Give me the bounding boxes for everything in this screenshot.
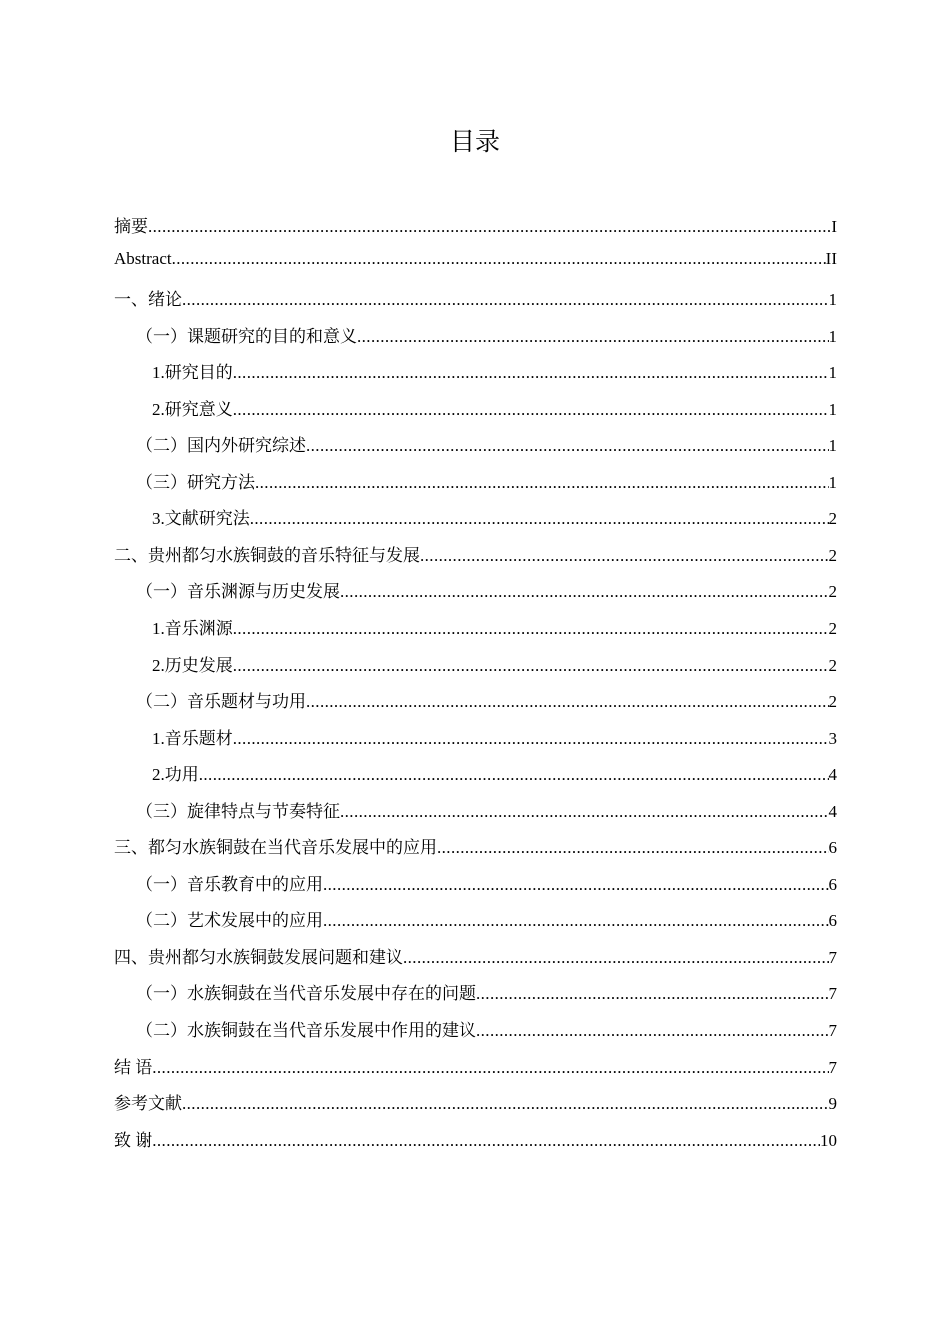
toc-entry-page: 6 <box>828 911 837 931</box>
toc-entry-page: 1 <box>828 326 837 346</box>
toc-entry-page: 9 <box>828 1094 837 1114</box>
toc-entry[interactable] <box>114 1089 837 1126</box>
toc-entry[interactable] <box>114 797 837 834</box>
toc-entry-label: 参考文献 <box>114 1094 182 1114</box>
dot-leader <box>233 619 829 639</box>
toc-entry-page: 1 <box>828 290 837 310</box>
dot-leader <box>233 400 829 420</box>
toc-entry-label: 2.功用 <box>152 765 199 785</box>
toc-entry[interactable] <box>114 468 837 505</box>
dot-leader <box>357 327 829 347</box>
dot-leader <box>250 509 829 529</box>
dot-leader <box>255 473 829 493</box>
toc-entry-label: （三）研究方法 <box>136 472 255 492</box>
toc-entry[interactable] <box>114 285 837 322</box>
dot-leader <box>182 1094 829 1114</box>
toc-entry-page: 1 <box>828 363 837 383</box>
dot-leader <box>152 1131 820 1151</box>
dot-leader <box>476 1021 829 1041</box>
toc-entry[interactable] <box>114 651 837 688</box>
toc-entry-page: 1 <box>828 472 837 492</box>
toc-entry-page: I <box>831 217 837 236</box>
toc-entry[interactable] <box>114 395 837 432</box>
toc-entry-label: 3.文献研究法 <box>152 509 250 529</box>
toc-entry-label: （一）音乐渊源与历史发展 <box>136 582 340 602</box>
toc-entry-page: 6 <box>828 874 837 894</box>
dot-leader <box>182 290 829 310</box>
toc-entry[interactable] <box>114 614 837 651</box>
dot-leader <box>233 656 829 676</box>
toc-entry-page: 2 <box>828 582 837 602</box>
toc-entry[interactable] <box>114 249 837 286</box>
toc-entry[interactable] <box>114 760 837 797</box>
dot-leader <box>323 875 829 895</box>
toc-entry-label: 结 语 <box>114 1057 153 1077</box>
toc-entry-page: 2 <box>828 545 837 565</box>
toc-entry-page: 1 <box>828 399 837 419</box>
toc-entry[interactable] <box>114 1053 837 1090</box>
dot-leader <box>340 802 829 822</box>
toc-entry-label: 2.历史发展 <box>152 655 233 675</box>
table-of-contents <box>114 212 837 1162</box>
dot-leader <box>172 249 826 269</box>
toc-entry-label: （二）艺术发展中的应用 <box>136 911 323 931</box>
toc-entry-page: 7 <box>828 947 837 967</box>
dot-leader <box>233 363 829 383</box>
toc-entry-label: （一）水族铜鼓在当代音乐发展中存在的问题 <box>136 984 476 1004</box>
toc-entry-page: 4 <box>828 801 837 821</box>
toc-entry-page: 2 <box>828 655 837 675</box>
toc-entry-label: 2.研究意义 <box>152 399 233 419</box>
toc-entry[interactable] <box>114 212 837 249</box>
toc-entry-label: 四、贵州都匀水族铜鼓发展问题和建议 <box>114 947 403 967</box>
toc-entry[interactable] <box>114 943 837 980</box>
toc-entry-label: 致 谢 <box>114 1130 153 1150</box>
toc-entry-label: （一）课题研究的目的和意义 <box>136 326 357 346</box>
dot-leader <box>306 692 829 712</box>
dot-leader <box>199 765 829 785</box>
toc-entry-label: （一）音乐教育中的应用 <box>136 874 323 894</box>
page-title: 目录 <box>449 127 500 156</box>
toc-entry-page: 10 <box>820 1130 837 1150</box>
toc-entry-page: 2 <box>828 619 837 639</box>
toc-entry-label: 1.研究目的 <box>152 363 233 383</box>
toc-entry-page: 2 <box>828 692 837 712</box>
toc-entry-page: 7 <box>828 1057 837 1077</box>
toc-entry-label: 二、贵州都匀水族铜鼓的音乐特征与发展 <box>114 545 420 565</box>
toc-entry[interactable] <box>114 1016 837 1053</box>
toc-entry[interactable] <box>114 687 837 724</box>
toc-entry-page: 6 <box>828 838 837 858</box>
toc-entry[interactable] <box>114 1126 837 1163</box>
dot-leader <box>340 582 829 602</box>
toc-entry-label: 一、绪论 <box>114 290 182 310</box>
toc-entry-label: （二）国内外研究综述 <box>136 436 306 456</box>
dot-leader <box>233 729 829 749</box>
toc-entry[interactable] <box>114 322 837 359</box>
toc-entry-label: （二）水族铜鼓在当代音乐发展中作用的建议 <box>136 1021 476 1041</box>
dot-leader <box>148 217 831 237</box>
toc-entry-page: 2 <box>828 509 837 529</box>
dot-leader <box>437 838 829 858</box>
toc-entry-page: II <box>825 248 837 268</box>
toc-entry[interactable] <box>114 979 837 1016</box>
toc-entry-page: 1 <box>828 436 837 456</box>
toc-entry[interactable] <box>114 870 837 907</box>
toc-entry-page: 7 <box>828 1021 837 1041</box>
toc-entry[interactable] <box>114 541 837 578</box>
toc-entry-label: 三、都匀水族铜鼓在当代音乐发展中的应用 <box>114 838 437 858</box>
dot-leader <box>420 546 829 566</box>
toc-entry[interactable] <box>114 906 837 943</box>
dot-leader <box>323 911 829 931</box>
toc-entry[interactable] <box>114 833 837 870</box>
dot-leader <box>152 1058 828 1078</box>
toc-entry-label: 摘要 <box>114 217 148 236</box>
toc-entry-label: 1.音乐渊源 <box>152 619 233 639</box>
toc-entry-label: （二）音乐题材与功用 <box>136 692 306 712</box>
toc-entry-page: 3 <box>828 728 837 748</box>
toc-entry[interactable] <box>114 724 837 761</box>
toc-entry[interactable] <box>114 431 837 468</box>
toc-entry-page: 7 <box>828 984 837 1004</box>
toc-entry-page: 4 <box>828 765 837 785</box>
dot-leader <box>476 984 829 1004</box>
toc-entry[interactable] <box>114 504 837 541</box>
toc-entry-label: Abstract <box>114 248 172 268</box>
dot-leader <box>306 436 829 456</box>
toc-entry[interactable] <box>114 358 837 395</box>
toc-entry[interactable] <box>114 577 837 614</box>
toc-entry-label: 1.音乐题材 <box>152 728 233 748</box>
dot-leader <box>403 948 829 968</box>
toc-entry-label: （三）旋律特点与节奏特征 <box>136 801 340 821</box>
